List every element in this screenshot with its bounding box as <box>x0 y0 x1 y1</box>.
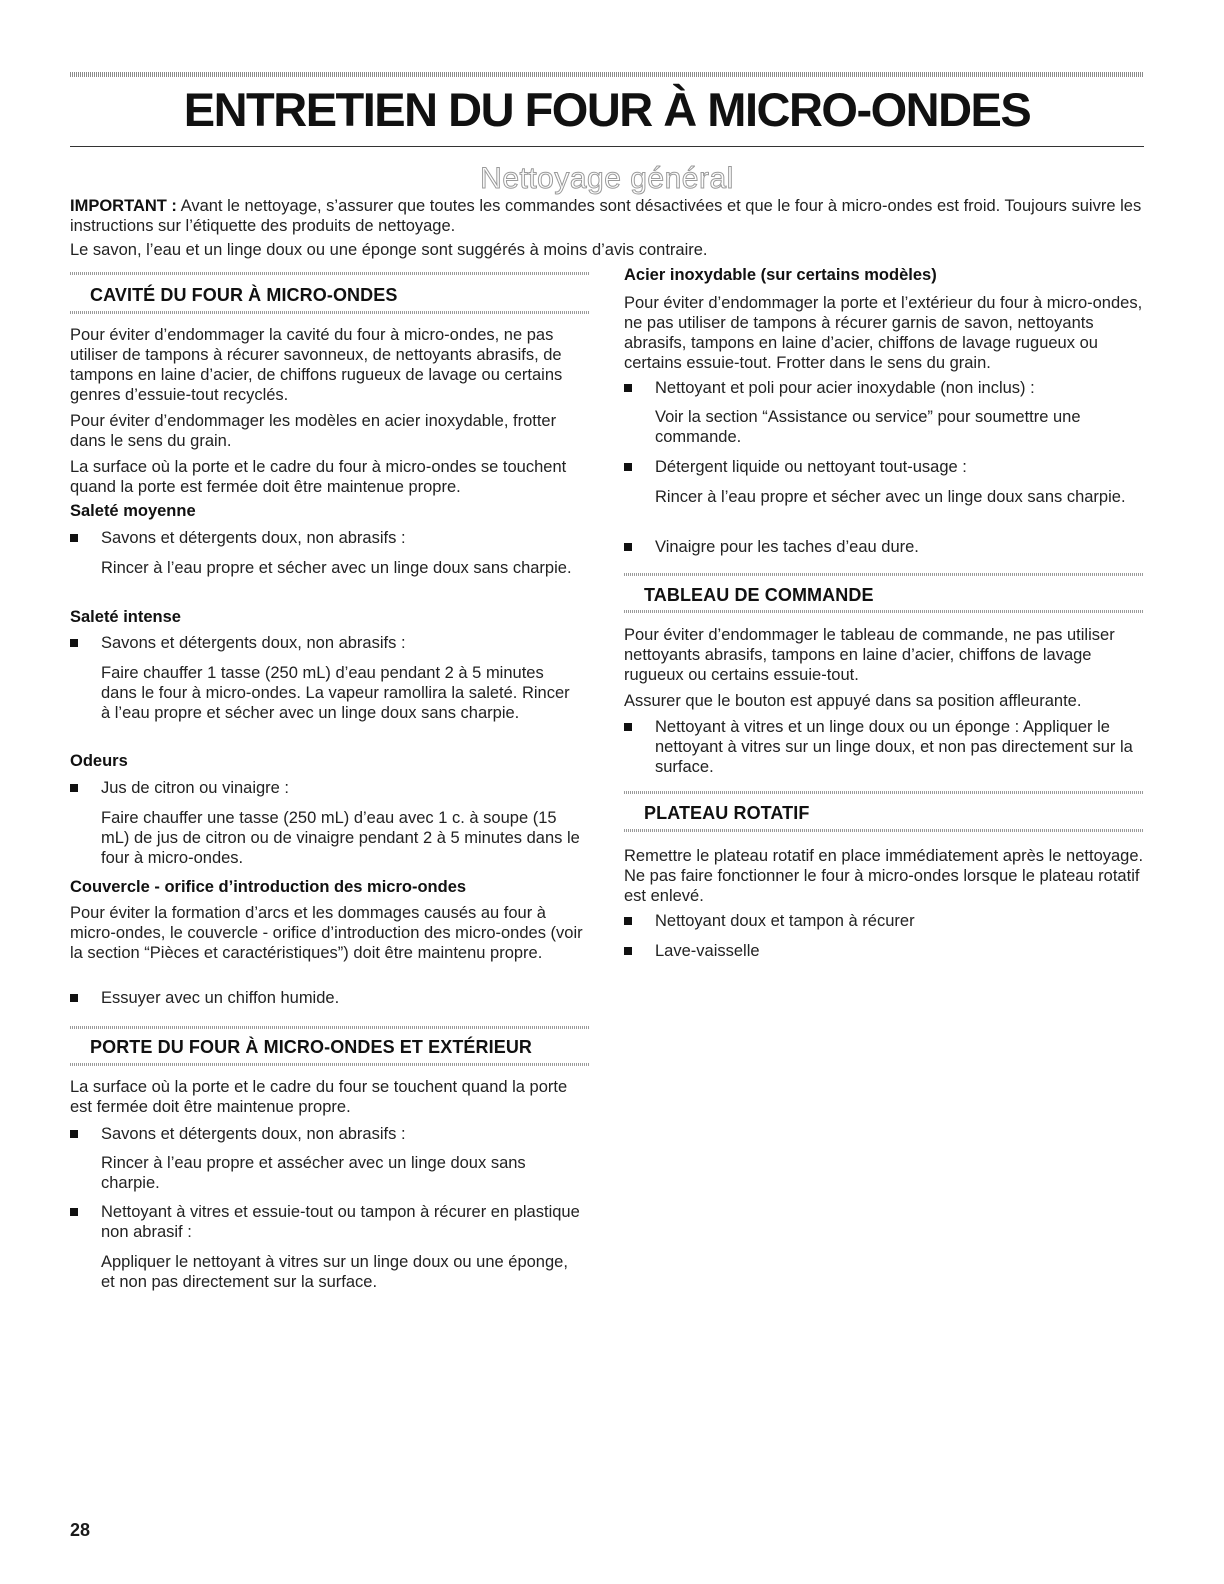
intro-note: Le savon, l’eau et un linge doux ou une éponge sont suggérés à moins d’avis contraire. <box>70 241 708 259</box>
cavity-paragraph-2: Pour éviter d’endommager les modèles en acier inoxydable, frotter dans le sens du grain. <box>70 412 557 450</box>
turntable-heading: PLATEAU ROTATIF <box>644 803 810 823</box>
door-bullet-2-detail: Appliquer le nettoyant à vitres sur un linge doux ou une éponge, et non pas directement sur la surface. <box>101 1253 568 1291</box>
cover-bullet: Essuyer avec un chiffon humide. <box>101 988 581 1008</box>
odors-bullet: Jus de citron ou vinaigre : <box>101 778 581 798</box>
stainless-bullet-2: Détergent liquide ou nettoyant tout-usage : <box>655 457 1145 477</box>
heavy-soil-detail: Faire chauffer 1 tasse (250 mL) d’eau pendant 2 à 5 minutes dans le four à micro-ondes. La vapeur ramollira la saleté. Rincer à l’eau propre et sécher avec un linge doux sans charpie. <box>101 664 570 722</box>
page-title: ENTRETIEN DU FOUR À MICRO-ONDES <box>183 83 1031 136</box>
stainless-paragraph: Pour éviter d’endommager la porte et l’extérieur du four à micro-ondes, ne pas utiliser de tampons à récurer garnis de savon, nettoyants abrasifs, tampons en laine d’acier, chiffons de lavage rugueux ou certains essuie-tout. Frotter dans le sens du grain. <box>624 294 1143 372</box>
odors-detail: Faire chauffer une tasse (250 mL) d’eau avec 1 c. à soupe (15 mL) de jus de citron ou de vinaigre pendant 2 à 5 minutes dans le four à micro-ondes. <box>101 809 580 867</box>
important-text: Avant le nettoyage, s’assurer que toutes les commandes sont désactivées et que le four à micro-ondes est froid. Toujours suivre les instructions sur l’étiquette des produits de nettoyage. <box>70 197 1142 235</box>
control-paragraph-1: Pour éviter d’endommager le tableau de commande, ne pas utiliser nettoyants abrasifs, tampons en laine d’acier, chiffons de lavage rugueux ou certains essuie-tout. <box>624 626 1115 684</box>
turntable-bullet-2: Lave-vaisselle <box>655 941 1145 961</box>
cavity-heading: CAVITÉ DU FOUR À MICRO-ONDES <box>90 285 398 305</box>
turntable-bullet-1: Nettoyant doux et tampon à récurer <box>655 911 1145 931</box>
control-heading: TABLEAU DE COMMANDE <box>644 585 874 605</box>
section-subtitle: Nettoyage général <box>480 162 734 195</box>
stainless-bullet-3: Vinaigre pour les taches d’eau dure. <box>655 537 1145 557</box>
cavity-hatch-top <box>70 272 590 275</box>
control-bullet: Nettoyant à vitres et un linge doux ou un éponge : Appliquer le nettoyant à vitres sur un linge doux, et non pas directement sur la surface. <box>655 717 1145 777</box>
stainless-bullet-1-detail: Voir la section “Assistance ou service” pour soumettre une commande. <box>655 408 1081 446</box>
door-heading: PORTE DU FOUR À MICRO-ONDES ET EXTÉRIEUR <box>90 1037 533 1057</box>
door-hatch-top <box>70 1026 590 1029</box>
cavity-paragraph-1: Pour éviter d’endommager la cavité du four à micro-ondes, ne pas utiliser de tampons à récurer savonneux, de nettoyants abrasifs, de tampons en laine d’acier, de chiffons rugueux de lavage ou certains genres d’essuie-tout recyclés. <box>70 326 563 404</box>
moderate-soil-bullet: Savons et détergents doux, non abrasifs : <box>101 528 581 548</box>
heavy-soil-heading: Saleté intense <box>70 608 181 626</box>
turntable-hatch-bottom <box>624 829 1144 832</box>
cover-text: Pour éviter la formation d’arcs et les dommages causés au four à micro-ondes, le couvercle - orifice d’introduction des micro-ondes (voir la section “Pièces et caractéristiques”) doit être maintenu propre. <box>70 904 583 962</box>
stainless-bullet-1: Nettoyant et poli pour acier inoxydable (non inclus) : <box>655 378 1145 398</box>
door-bullet-2: Nettoyant à vitres et essuie-tout ou tampon à récurer en plastique non abrasif : <box>101 1203 580 1241</box>
title-rule <box>70 146 1144 147</box>
stainless-bullet-2-detail: Rincer à l’eau propre et sécher avec un linge doux sans charpie. <box>655 488 1126 506</box>
door-bullet-1-detail: Rincer à l’eau propre et assécher avec un linge doux sans charpie. <box>101 1154 526 1192</box>
stainless-heading: Acier inoxydable (sur certains modèles) <box>624 266 937 284</box>
moderate-soil-detail: Rincer à l’eau propre et sécher avec un linge doux sans charpie. <box>101 559 572 577</box>
moderate-soil-heading: Saleté moyenne <box>70 502 196 520</box>
important-label: IMPORTANT : <box>70 197 177 215</box>
heavy-soil-bullet: Savons et détergents doux, non abrasifs : <box>101 633 581 653</box>
top-hatch-rule <box>70 72 1144 77</box>
cover-heading: Couvercle - orifice d’introduction des micro-ondes <box>70 878 467 896</box>
important-notice <box>70 196 1144 236</box>
control-paragraph-2: Assurer que le bouton est appuyé dans sa position affleurante. <box>624 692 1082 710</box>
door-hatch-bottom <box>70 1063 590 1066</box>
page-number: 28 <box>70 1520 91 1540</box>
control-hatch-bottom <box>624 610 1144 613</box>
turntable-paragraph: Remettre le plateau rotatif en place immédiatement après le nettoyage. Ne pas faire fonctionner le four à micro-ondes lorsque le plateau rotatif est enlevé. <box>624 847 1144 905</box>
odors-heading: Odeurs <box>70 752 128 770</box>
turntable-hatch-top <box>624 791 1144 794</box>
cavity-paragraph-3: La surface où la porte et le cadre du four à micro-ondes se touchent quand la porte est fermée doit être maintenue propre. <box>70 458 567 496</box>
cavity-hatch-bottom <box>70 311 590 314</box>
control-hatch-top <box>624 573 1144 576</box>
door-bullet-1: Savons et détergents doux, non abrasifs : <box>101 1124 581 1144</box>
door-paragraph: La surface où la porte et le cadre du four se touchent quand la porte est fermée doit être maintenue propre. <box>70 1078 568 1116</box>
